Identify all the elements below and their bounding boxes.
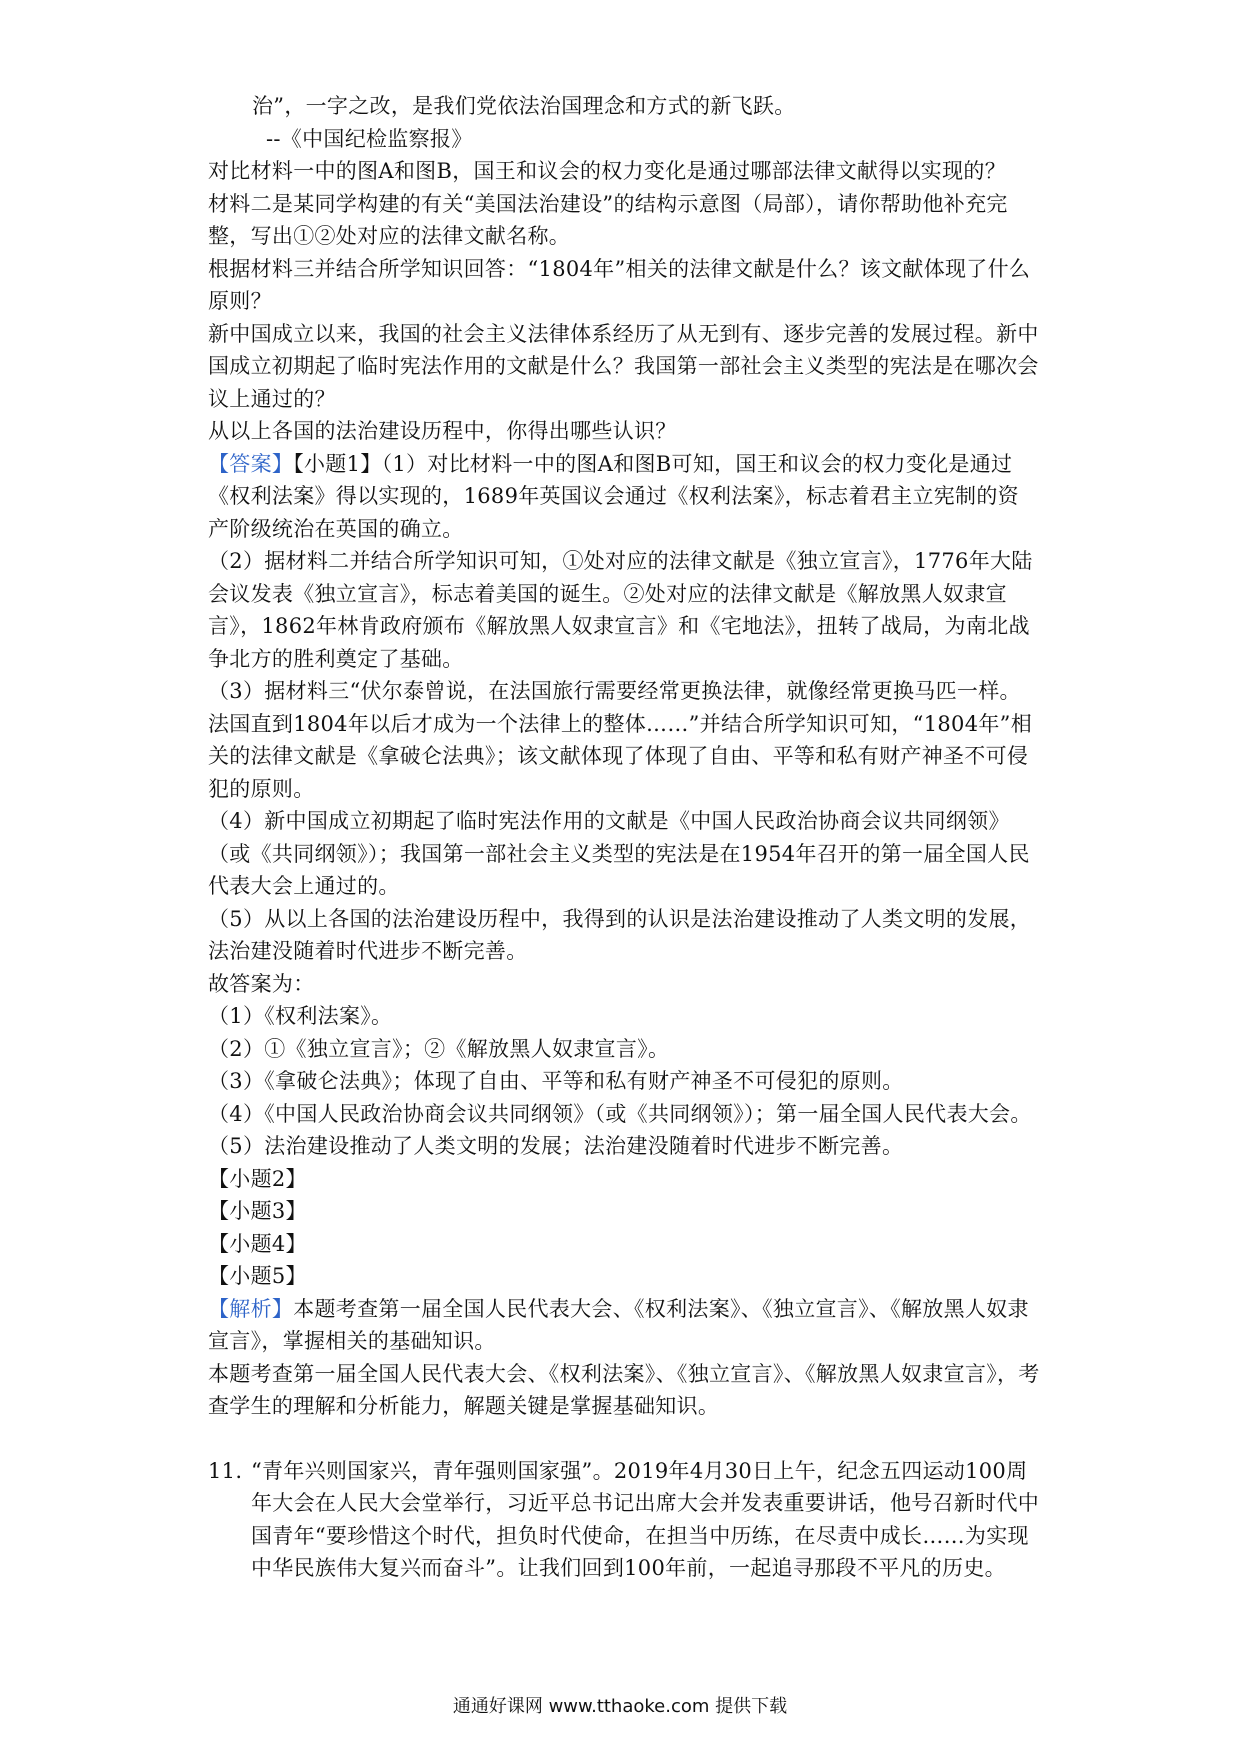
question-5: 从以上各国的法治建设历程中，你得出哪些认识？ xyxy=(208,419,677,443)
summary-4: （4）《中国人民政治协商会议共同纲领》（或《共同纲领》）；第一届全国人民代表大会。 xyxy=(208,1101,1032,1126)
analysis-text-1: 本题考查第一届全国人民代表大会、《权利法案》、《独立宣言》、《解放黑人奴隶宣言》，掌握相关的基础知识。 xyxy=(208,1296,1029,1353)
question-4: 新中国成立以来，我国的社会主义法律体系经历了从无到有、逐步完善的发展过程。新中国成立初期起了临时宪法作用的文献是什么？我国第一部社会主义类型的宪法是在哪次会议上通过的？ xyxy=(208,321,1039,411)
summary-2: （2）①《独立宣言》；②《解放黑人奴隶宣言》。 xyxy=(208,1036,670,1061)
question-11 xyxy=(208,1455,1040,1585)
sub-question-3: 【小题3】 xyxy=(208,1199,307,1223)
summary-5: （5）法治建设推动了人类文明的发展；法治建没随着时代进步不断完善。 xyxy=(208,1134,904,1158)
page-footer: 通通好课网 www.tthaoke.com 提供下载 xyxy=(452,1696,788,1717)
answer-paragraph-4: （4）新中国成立初期起了临时宪法作用的文献是《中国人民政治协商会议共同纲领》（或《共同纲领》）；我国第一部社会主义类型的宪法是在1954年召开的第一届全国人民代表大会上通过的。 xyxy=(208,809,1030,898)
question-3: 根据材料三并结合所学知识回答：“1804年”相关的法律文献是什么？该文献体现了什么原则？ xyxy=(208,256,1031,313)
summary-title: 故答案为： xyxy=(208,971,315,996)
answer-paragraph-5: （5）从以上各国的法治建设历程中，我得到的认识是法治建设推动了人类文明的发展，法治建没随着时代进步不断完善。 xyxy=(208,906,1032,963)
answer-tag: 【答案】 xyxy=(208,451,294,476)
analysis-paragraph-1 xyxy=(208,1293,1040,1358)
answer-lead: 【小题1】（1）对比材料一中的图A和图B可知，国王和议会的权力变化是通过《权利法案》得以实现的，1689年英国议会通过《权利法案》，标志着君主立宪制的资产阶级统治在英国的确立。 xyxy=(208,451,1019,541)
quote-line: 治”，一字之改，是我们党依法治国理念和方式的新飞跃。 xyxy=(252,94,796,118)
quote-source: --《中国纪检监察报》 xyxy=(266,126,473,151)
analysis-tag: 【解析】 xyxy=(208,1296,294,1321)
sub-question-4: 【小题4】 xyxy=(208,1231,307,1256)
answer-paragraph-3: （3）据材料三“伏尔泰曾说，在法国旅行需要经常更换法律，就像经常更换马匹一样。法国直到1804年以后才成为一个法律上的整体……”并结合所学知识可知，“1804年”相关的法律文献是《拿破仑法典》；该文献体现了体现了自由、平等和私有财产神圣不可侵犯的原则。 xyxy=(208,679,1032,801)
page-content xyxy=(208,90,1040,1585)
question-number: 11. xyxy=(208,1458,243,1483)
question-11-text: “青年兴则国家兴，青年强则国家强”。2019年4月30日上午，纪念五四运动100周年大会在人民大会堂举行，习近平总书记出席大会并发表重要讲话，他号召新时代中国青年“要珍惜这个时代，担负时代使命，在担当中历练，在尽责中成长……为实现中华民族伟大复兴而奋斗”。让我们回到100年前，一起追寻那段不平凡的历史。 xyxy=(251,1458,1040,1580)
summary-3: （3）《拿破仑法典》；体现了自由、平等和私有财产神圣不可侵犯的原则。 xyxy=(208,1069,904,1093)
question-2: 材料二是某同学构建的有关“美国法治建设”的结构示意图（局部），请你帮助他补充完整，写出①②处对应的法律文献名称。 xyxy=(208,191,1008,248)
sub-question-2: 【小题2】 xyxy=(208,1166,307,1191)
answer-paragraph-1 xyxy=(208,448,1040,546)
sub-question-5: 【小题5】 xyxy=(208,1264,307,1288)
summary-1: （1）《权利法案》。 xyxy=(208,1004,393,1028)
question-1: 对比材料一中的图A和图B，国王和议会的权力变化是通过哪部法律文献得以实现的？ xyxy=(208,159,1006,183)
analysis-paragraph-2: 本题考查第一届全国人民代表大会、《权利法案》、《独立宣言》、《解放黑人奴隶宣言》，考查学生的理解和分析能力，解题关键是掌握基础知识。 xyxy=(208,1361,1040,1418)
answer-paragraph-2: （2）据材料二并结合所学知识可知，①处对应的法律文献是《独立宣言》，1776年大陆会议发表《独立宣言》，标志着美国的诞生。②处对应的法律文献是《解放黑人奴隶宣言》，1862年林肯政府颁布《解放黑人奴隶宣言》和《宅地法》，扭转了战局，为南北战争北方的胜利奠定了基础。 xyxy=(208,549,1033,671)
